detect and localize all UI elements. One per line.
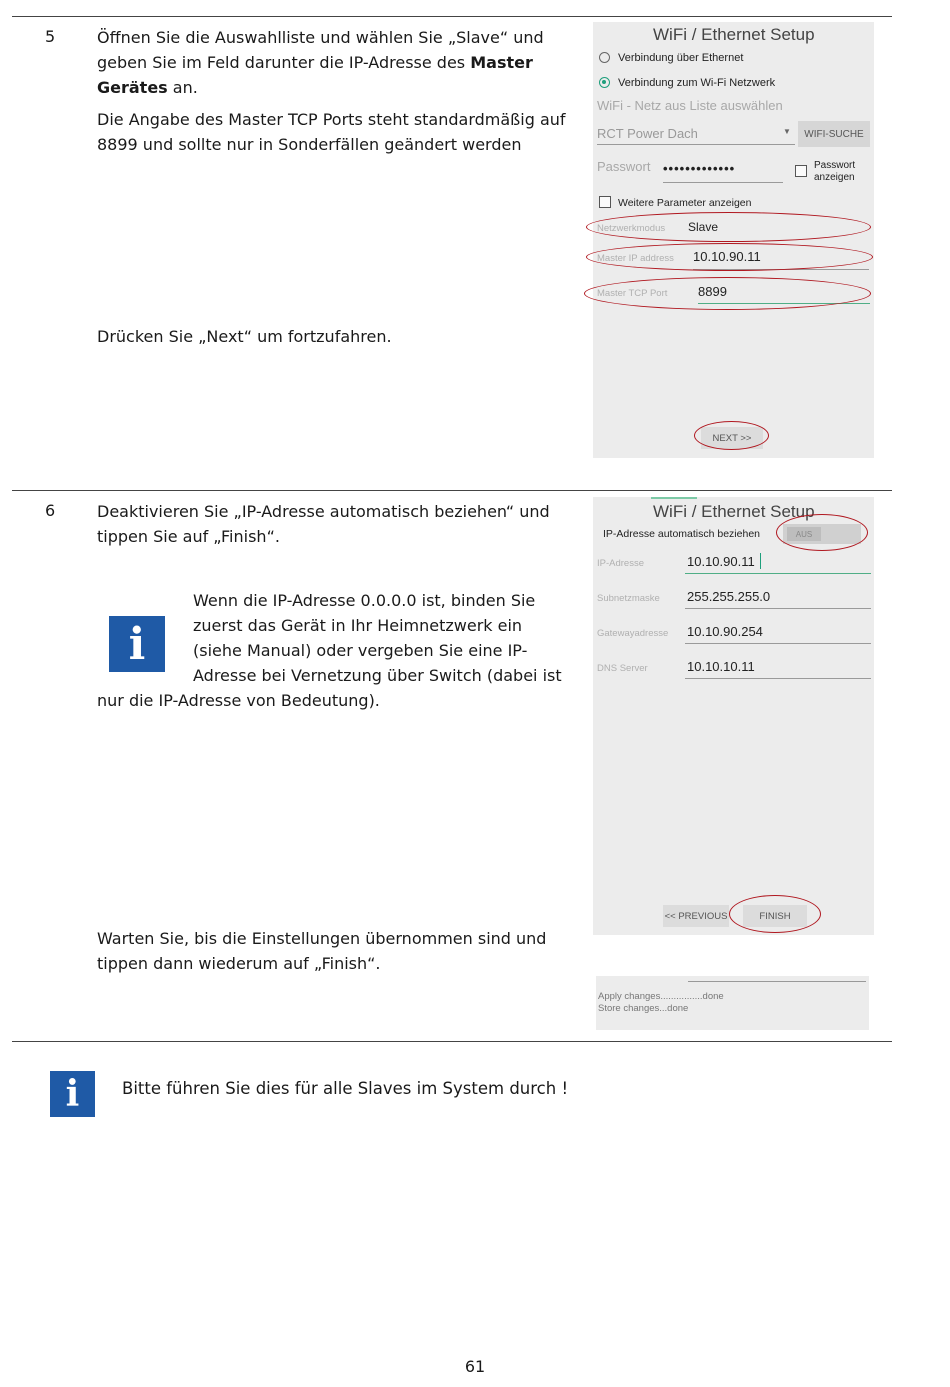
apply-log-panel <box>596 976 869 1030</box>
screen-title-2: WiFi / Ethernet Setup <box>653 502 815 521</box>
password-underline <box>663 182 783 183</box>
show-password-label-1: Passwort <box>814 160 856 171</box>
finish-button[interactable]: FINISH <box>743 905 807 927</box>
highlight-next-button <box>694 421 769 450</box>
subnet-label: Subnetzmaske <box>597 593 660 604</box>
wifi-search-button[interactable]: WIFI-SUCHE <box>798 121 870 147</box>
show-password-label-2: anzeigen <box>814 172 855 183</box>
dns-underline <box>685 678 871 679</box>
page-number: 61 <box>464 1357 486 1376</box>
step5-instruction-text: Öffnen Sie die Auswahlliste und wählen Sie „Slave“ und geben Sie im Feld darunter die IP-Adresse des <box>97 28 544 72</box>
footer-note: Bitte führen Sie dies für alle Slaves im System durch ! <box>122 1079 569 1098</box>
progress-indicator <box>651 497 697 499</box>
master-port-input[interactable]: 8899 <box>698 284 727 299</box>
ethernet-radio[interactable] <box>599 52 610 63</box>
info-note-line-3: (siehe Manual) oder vergeben Sie eine IP- <box>193 641 528 660</box>
wifi-radio-label: Verbindung zum Wi-Fi Netzwerk <box>618 77 776 89</box>
previous-button[interactable]: << PREVIOUS <box>663 905 729 927</box>
log-line-apply: Apply changes................done <box>598 991 724 1002</box>
step-number-5: 5 <box>45 27 56 46</box>
log-separator <box>688 981 866 982</box>
ip-label: IP-Adresse <box>597 558 644 569</box>
step6-wait-hint: Warten Sie, bis die Einstellungen übernommen sind und tippen dann wiederum auf „Finish“. <box>97 929 547 973</box>
dns-label: DNS Server <box>597 663 648 674</box>
info-note-line-2: zuerst das Gerät in Ihr Heimnetzwerk ein <box>193 616 523 635</box>
step5-instruction-end: an. <box>167 78 198 97</box>
select-network-hint: WiFi - Netz aus Liste auswählen <box>597 98 783 113</box>
master-ip-input[interactable]: 10.10.90.11 <box>693 249 761 264</box>
master-port-label: Master TCP Port <box>597 288 668 299</box>
dns-input[interactable]: 10.10.10.11 <box>687 659 755 674</box>
divider-middle <box>12 490 892 491</box>
text-cursor <box>760 553 761 569</box>
dropdown-arrow-icon: ▼ <box>783 127 791 136</box>
next-button[interactable]: NEXT >> <box>701 427 763 449</box>
info-note-line-1: Wenn die IP-Adresse 0.0.0.0 ist, binden Sie <box>193 591 536 610</box>
password-input[interactable]: ••••••••••••• <box>663 161 736 176</box>
auto-ip-label: IP-Adresse automatisch beziehen <box>603 528 761 540</box>
info-note-line-4: Adresse bei Vernetzung über Switch (dabei ist <box>193 666 562 685</box>
log-line-store: Store changes...done <box>598 1003 689 1014</box>
divider-top <box>12 16 892 17</box>
ip-underline <box>685 573 871 574</box>
ip-input[interactable]: 10.10.90.11 <box>687 554 755 569</box>
gateway-input[interactable]: 10.10.90.254 <box>687 624 763 639</box>
network-mode-label: Netzwerkmodus <box>597 223 666 234</box>
highlight-network-mode <box>586 212 871 242</box>
step5-instruction <box>97 25 567 100</box>
more-params-label: Weitere Parameter anzeigen <box>618 197 752 209</box>
network-select[interactable]: RCT Power Dach <box>597 126 698 141</box>
show-password-checkbox[interactable] <box>795 165 807 177</box>
more-params-checkbox[interactable] <box>599 196 611 208</box>
step5-instruction-bold: Master Gerätes <box>97 53 533 97</box>
screen-title: WiFi / Ethernet Setup <box>653 25 815 44</box>
highlight-finish-button <box>729 895 821 933</box>
password-label: Passwort <box>597 159 651 174</box>
ethernet-radio-label: Verbindung über Ethernet <box>618 52 744 64</box>
subnet-underline <box>685 608 871 609</box>
divider-bottom <box>12 1041 892 1042</box>
info-note-line-5: nur die IP-Adresse von Bedeutung). <box>97 691 380 710</box>
highlight-master-ip <box>586 243 873 271</box>
step5-port-note: Die Angabe des Master TCP Ports steht standardmäßig auf 8899 und sollte nur in Sonderfällen geändert werden <box>97 110 566 154</box>
auto-ip-toggle[interactable]: AUS <box>787 527 821 541</box>
step6-instruction: Deaktivieren Sie „IP-Adresse automatisch beziehen“ und tippen Sie auf „Finish“. <box>97 502 550 546</box>
step5-next-hint: Drücken Sie „Next“ um fortzufahren. <box>97 327 392 346</box>
master-ip-label: Master IP address <box>597 253 674 264</box>
network-select-underline <box>597 144 795 145</box>
subnet-input[interactable]: 255.255.255.0 <box>687 589 771 604</box>
footer-info-icon: i <box>50 1071 95 1117</box>
network-mode-select[interactable]: Slave <box>688 220 719 234</box>
gateway-label: Gatewayadresse <box>597 628 669 639</box>
wifi-radio[interactable] <box>599 77 610 88</box>
gateway-underline <box>685 643 871 644</box>
highlight-auto-ip-toggle <box>776 514 868 551</box>
highlight-master-port <box>584 277 871 310</box>
step6-screenshot <box>593 497 874 935</box>
info-icon: i <box>109 616 165 672</box>
step-number-6: 6 <box>45 501 56 520</box>
